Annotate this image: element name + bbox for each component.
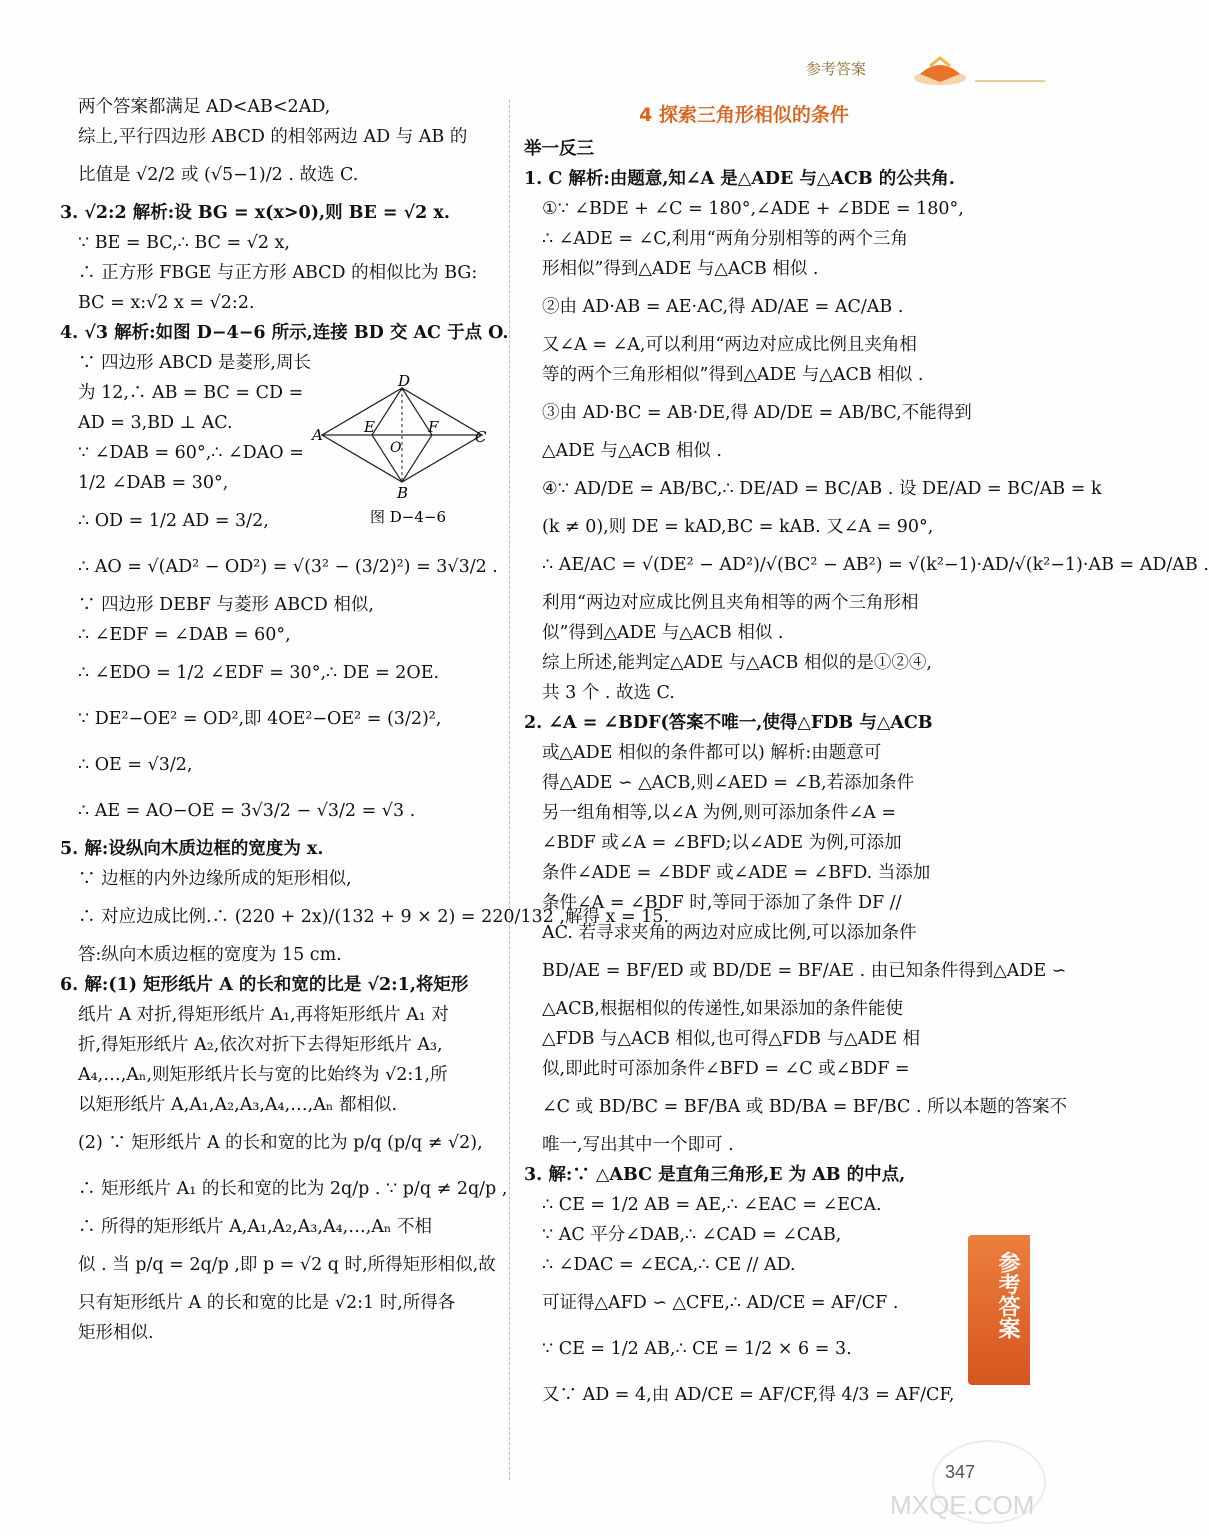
left-line: ∴ OD = 1/2 AD = 3/2, [78,511,269,531]
left-line: 6. 解:(1) 矩形纸片 A 的长和宽的比是 √2:1,将矩形 [60,975,469,995]
header-rule [975,80,1045,82]
left-line: ∵ 边框的内外边缘所成的矩形相似, [78,869,352,889]
right-line: △FDB 与△ACB 相似,也可得△FDB 与△ADE 相 [542,1029,921,1049]
left-line: ∵ ∠DAB = 60°,∴ ∠DAO = [78,443,304,463]
right-line: AC. 若寻求夹角的两边对应成比例,可以添加条件 [542,923,917,943]
right-line: 1. C 解析:由题意,知∠A 是△ADE 与△ACB 的公共角. [524,169,955,189]
left-line: 1/2 ∠DAB = 30°, [78,473,229,493]
left-line: ∴ OE = √3/2, [78,755,193,775]
right-line: 又∠A = ∠A,可以利用“两边对应成比例且夹角相 [542,335,917,355]
left-line: ∵ BE = BC,∴ BC = √2 x, [78,233,290,253]
left-line: 纸片 A 对折,得矩形纸片 A₁,再将矩形纸片 A₁ 对 [78,1005,449,1025]
left-line: BC = x:√2 x = √2:2. [78,293,255,313]
right-line: ∴ CE = 1/2 AB = AE,∴ ∠EAC = ∠ECA. [542,1195,882,1215]
column-divider [509,100,510,1480]
left-line: ∴ 矩形纸片 A₁ 的长和宽的比为 2q/p . ∵ p/q ≠ 2q/p , [78,1179,508,1199]
figure-label-b: B [397,484,409,502]
left-line: 似 . 当 p/q = 2q/p ,即 p = √2 q 时,所得矩形相似,故 [78,1255,496,1275]
section-subhead: 举一反三 [524,139,594,159]
left-line: 折,得矩形纸片 A₂,依次对折下去得矩形纸片 A₃, [78,1035,443,1055]
side-tab-label: 参考答案 [995,1251,1020,1339]
right-line: ∴ ∠DAC = ∠ECA,∴ CE // AD. [542,1255,796,1275]
right-line: (k ≠ 0),则 DE = kAD,BC = kAB. 又∠A = 90°, [542,517,934,537]
book-logo-icon [912,52,968,88]
right-line: 可证得△AFD ∽ △CFE,∴ AD/CE = AF/CF . [542,1293,899,1313]
left-line: 4. √3 解析:如图 D−4−6 所示,连接 BD 交 AC 于点 O. [60,323,509,343]
right-line: 又∵ AD = 4,由 AD/CE = AF/CF,得 4/3 = AF/CF, [542,1385,955,1405]
figure-label-d: D [398,372,411,390]
left-line: 矩形相似. [78,1323,154,1343]
right-line: ②由 AD·AB = AE·AC,得 AD/AE = AC/AB . [542,297,904,317]
left-line: 以矩形纸片 A,A₁,A₂,A₃,A₄,…,Aₙ 都相似. [78,1095,398,1115]
left-line: ∴ ∠EDF = ∠DAB = 60°, [78,625,291,645]
side-tab [968,1235,1030,1385]
right-line: 利用“两边对应成比例且夹角相等的两个三角形相 [542,593,919,613]
right-line: 共 3 个 . 故选 C. [542,683,675,703]
left-line: ∴ 正方形 FBGE 与正方形 ABCD 的相似比为 BG: [78,263,478,283]
left-line: AD = 3,BD ⊥ AC. [78,413,233,433]
left-line: 5. 解:设纵向木质边框的宽度为 x. [60,839,324,859]
page-number: 347 [945,1462,976,1482]
figure-label-a: A [312,426,323,444]
right-line: △ADE 与△ACB 相似 . [542,441,722,461]
right-line: 条件∠ADE = ∠BDF 或∠ADE = ∠BFD. 当添加 [542,863,931,883]
right-line: △ACB,根据相似的传递性,如果添加的条件能使 [542,999,903,1019]
left-line: 3. √2:2 解析:设 BG = x(x>0),则 BE = √2 x. [60,203,450,223]
figure-label-o: O [390,440,402,456]
header-section-tag: 参考答案 [806,61,867,78]
figure-label-e: E [364,418,375,436]
right-line: 综上所述,能判定△ADE 与△ACB 相似的是①②④, [542,653,932,673]
right-line: BD/AE = BF/ED 或 BD/DE = BF/AE . 由已知条件得到△ADE ∽ [542,961,1067,981]
right-line: 2. ∠A = ∠BDF(答案不唯一,使得△FDB 与△ACB [524,713,933,733]
figure-caption: 图 D−4−6 [370,508,447,526]
left-line: ∵ DE²−OE² = OD²,即 4OE²−OE² = (3/2)², [78,709,442,729]
right-line: ③由 AD·BC = AB·DE,得 AD/DE = AB/BC,不能得到 [542,403,972,423]
left-line: ∴ 所得的矩形纸片 A,A₁,A₂,A₃,A₄,…,Aₙ 不相 [78,1217,433,1237]
right-line: 似”得到△ADE 与△ACB 相似 . [542,623,784,643]
right-line: 等的两个三角形相似”得到△ADE 与△ACB 相似 . [542,365,924,385]
left-line: 为 12,∴ AB = BC = CD = [78,383,304,403]
right-line: 另一组角相等,以∠A 为例,则可添加条件∠A = [542,803,897,823]
right-line: 3. 解:∵ △ABC 是直角三角形,E 为 AB 的中点, [524,1165,906,1185]
figure-label-c: C [475,428,487,446]
left-line: ∴ AE = AO−OE = 3√3/2 − √3/2 = √3 . [78,801,416,821]
left-line: 只有矩形纸片 A 的长和宽的比是 √2:1 时,所得各 [78,1293,456,1313]
left-line: ∴ 对应边成比例.∴ (220 + 2x)/(132 + 9 × 2) = 220/132 ,解得 x = 15. [78,907,670,927]
right-line: 形相似”得到△ADE 与△ACB 相似 . [542,259,819,279]
left-line: ∴ AO = √(AD² − OD²) = √(3² − (3/2)²) = 3√3/2 . [78,557,498,577]
right-line: 唯一,写出其中一个即可 . [542,1135,734,1155]
right-line: 条件∠A = ∠BDF 时,等同于添加了条件 DF // [542,893,902,913]
left-line: ∵ 四边形 DEBF 与菱形 ABCD 相似, [78,595,374,615]
left-line: 答:纵向木质边框的宽度为 15 cm. [78,945,342,965]
right-line: ∵ CE = 1/2 AB,∴ CE = 1/2 × 6 = 3. [542,1339,852,1359]
right-line: ∵ AC 平分∠DAB,∴ ∠CAD = ∠CAB, [542,1225,842,1245]
right-line: ④∵ AD/DE = AB/BC,∴ DE/AD = BC/AB . 设 DE/AD = BC/AB = k [542,479,1102,499]
right-line: ①∵ ∠BDE + ∠C = 180°,∠ADE + ∠BDE = 180°, [542,199,964,219]
right-line: 或△ADE 相似的条件都可以) 解析:由题意可 [542,743,882,763]
section-title: 4 探索三角形相似的条件 [639,104,849,126]
left-line: ∴ ∠EDO = 1/2 ∠EDF = 30°,∴ DE = 2OE. [78,663,440,683]
right-line: ∠C 或 BD/BC = BF/BA 或 BD/BA = BF/BC . 所以本题的答案不 [542,1097,1068,1117]
left-line: ∵ 四边形 ABCD 是菱形,周长 [78,353,311,373]
right-line: ∠BDF 或∠A = ∠BFD;以∠ADE 为例,可添加 [542,833,902,853]
left-line: 比值是 √2/2 或 (√5−1)/2 . 故选 C. [78,165,359,185]
left-line: 综上,平行四边形 ABCD 的相邻两边 AD 与 AB 的 [78,127,468,147]
right-line: ∴ AE/AC = √(DE² − AD²)/√(BC² − AB²) = √(k²−1)·AD/√(k²−1)·AB = AD/AB . [542,555,1209,575]
left-line: (2) ∵ 矩形纸片 A 的长和宽的比为 p/q (p/q ≠ √2), [78,1133,483,1153]
right-line: 似,即此时可添加条件∠BFD = ∠C 或∠BDF = [542,1059,910,1079]
left-line: A₄,…,Aₙ,则矩形纸片长与宽的比始终为 √2:1,所 [78,1065,448,1085]
figure-label-f: F [428,418,439,436]
right-line: 得△ADE ∽ △ACB,则∠AED = ∠B,若添加条件 [542,773,915,793]
watermark: MXQE.COM [890,1490,1035,1520]
left-line: 两个答案都满足 AD<AB<2AD, [78,97,331,117]
rhombus-figure [312,372,492,530]
right-line: ∴ ∠ADE = ∠C,利用“两角分别相等的两个三角 [542,229,909,249]
